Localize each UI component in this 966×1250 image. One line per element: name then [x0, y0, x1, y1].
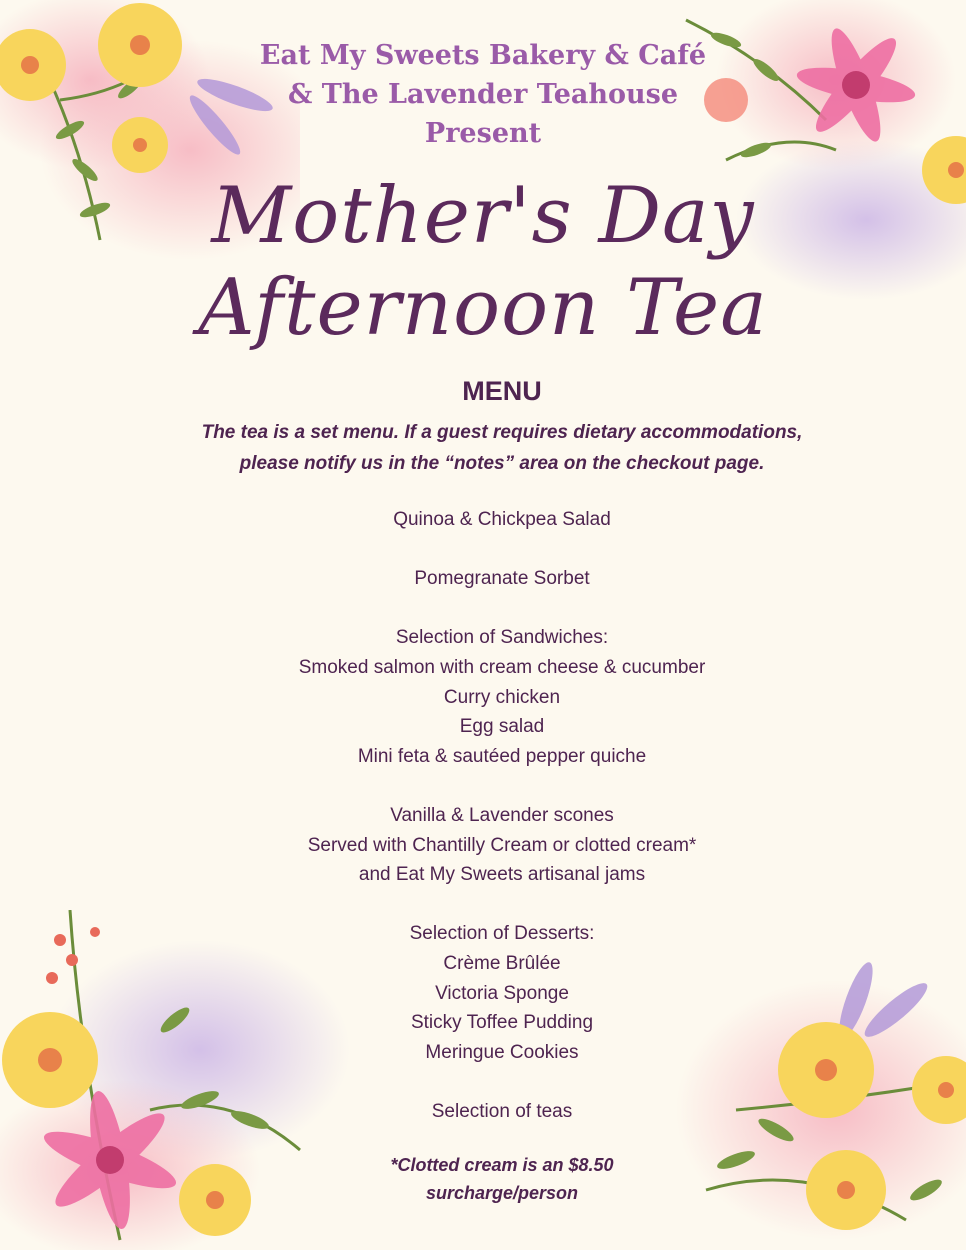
scones-line-3: and Eat My Sweets artisanal jams: [358, 864, 646, 886]
menu-item-salad: Quinoa & Chickpea Salad: [393, 509, 611, 530]
event-title-line-1: Mother's Day: [211, 171, 755, 261]
dessert-item: Sticky Toffee Pudding: [410, 1012, 594, 1034]
event-title-line-2: Afternoon Tea: [198, 263, 768, 353]
presenters-header: [0, 36, 966, 153]
surcharge-footnote: [0, 1151, 966, 1207]
sandwich-item: Mini feta & sautéed pepper quiche: [357, 745, 647, 767]
sandwiches-title: Selection of Sandwiches:: [395, 627, 609, 649]
desserts-title: Selection of Desserts:: [409, 923, 595, 945]
menu-note: [0, 417, 966, 479]
dessert-item: Crème Brûlée: [443, 952, 561, 974]
dessert-item: Meringue Cookies: [425, 1041, 579, 1063]
menu-items: [0, 505, 966, 1126]
sandwich-item: Smoked salmon with cream cheese & cucumber: [298, 656, 706, 678]
sandwich-item: Egg salad: [459, 716, 545, 738]
menu-item-teas: Selection of teas: [431, 1100, 573, 1122]
presenter-line-2: & The Lavender Teahouse: [287, 79, 679, 110]
presenter-line-3: Present: [424, 118, 542, 149]
footnote-line-1: *Clotted cream is an $8.50: [390, 1155, 614, 1175]
menu-item-sorbet: Pomegranate Sorbet: [414, 568, 590, 590]
event-title: [0, 170, 966, 354]
menu-note-line-1: The tea is a set menu. If a guest requires dietary accommodations,: [201, 422, 803, 443]
menu-note-line-2: please notify us in the “notes” area on the checkout page.: [239, 453, 765, 474]
menu-heading: MENU: [462, 376, 542, 406]
scones-line-2: Served with Chantilly Cream or clotted cream*: [307, 834, 697, 856]
footnote-line-2: surcharge/person: [425, 1183, 579, 1203]
scones-line-1: Vanilla & Lavender scones: [390, 804, 614, 826]
sandwich-item: Curry chicken: [443, 686, 561, 708]
presenter-line-1: Eat My Sweets Bakery & Café: [259, 40, 707, 71]
dessert-item: Victoria Sponge: [435, 982, 569, 1004]
